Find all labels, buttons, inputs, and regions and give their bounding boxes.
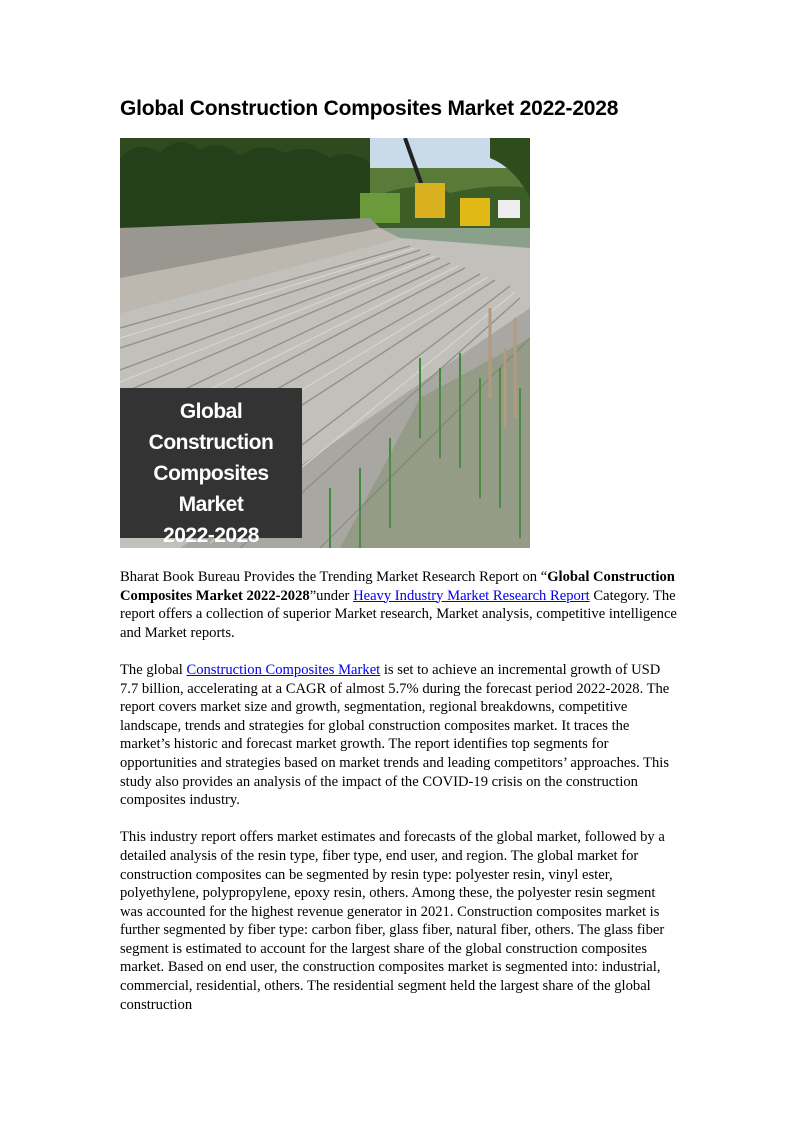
construction-composites-link[interactable]: Construction Composites Market xyxy=(186,661,381,678)
hero-overlay-label xyxy=(120,388,302,547)
page-title: Global Construction Composites Market 2022-2028 xyxy=(120,97,619,120)
overlay-title-line1: Global Construction xyxy=(148,400,274,454)
market-overview-paragraph xyxy=(120,661,680,810)
hero-image xyxy=(120,138,530,548)
overlay-title-line2: Composites Market xyxy=(153,462,269,516)
intro-text-1: Bharat Book Bureau Provides the Trending Market Research Report on “ xyxy=(120,569,548,585)
overview-text-1: The global xyxy=(120,661,187,678)
heavy-industry-link[interactable]: Heavy Industry Market Research Report xyxy=(353,587,590,604)
overlay-title-line3: 2022-2028 xyxy=(163,524,259,547)
intro-text-3: Category. The report offers a collection of superior Market research, Market analysis, competitive intelligence and Market reports. xyxy=(120,587,677,641)
intro-paragraph xyxy=(120,568,680,642)
segmentation-paragraph: This industry report offers market estimates and forecasts of the global market, followed by a detailed analysis of the resin type, fiber type, end user, and region. The global market for construction composites can be segmented by resin type: polyester resin, vinyl ester, polyethylene, polypropylene, epoxy resin, others. Among these, the polyester resin segment was accounted for the highest revenue generator in 2021. Construction composites market is further segmented by fiber type: carbon fiber, glass fiber, natural fiber, others. The glass fiber segment is estimated to account for the largest share of the global construction composites market. Based on end user, the construction composites market is segmented into: industrial, commercial, residential, others. The residential segment held the largest share of the global construction xyxy=(120,829,665,1013)
article-body xyxy=(120,568,680,1033)
intro-report-title: Global Construction Composites Market 2022-2028 xyxy=(120,569,675,604)
overview-text-2: is set to achieve an incremental growth of USD 7.7 billion, accelerating at a CAGR of almost 5.7% during the forecast period 2022-2028. The report covers market size and growth, segmentation, regional breakdowns, competitive landscape, trends and strategies for global construction composites market. It traces the market’s historic and forecast market growth. The report identifies top segments for opportunities and strategies based on market trends and leading competitors’ approaches. This study also provides an analysis of the impact of the COVID-19 crisis on the construction composites industry. xyxy=(120,661,670,809)
intro-text-2: ”under xyxy=(309,587,354,604)
